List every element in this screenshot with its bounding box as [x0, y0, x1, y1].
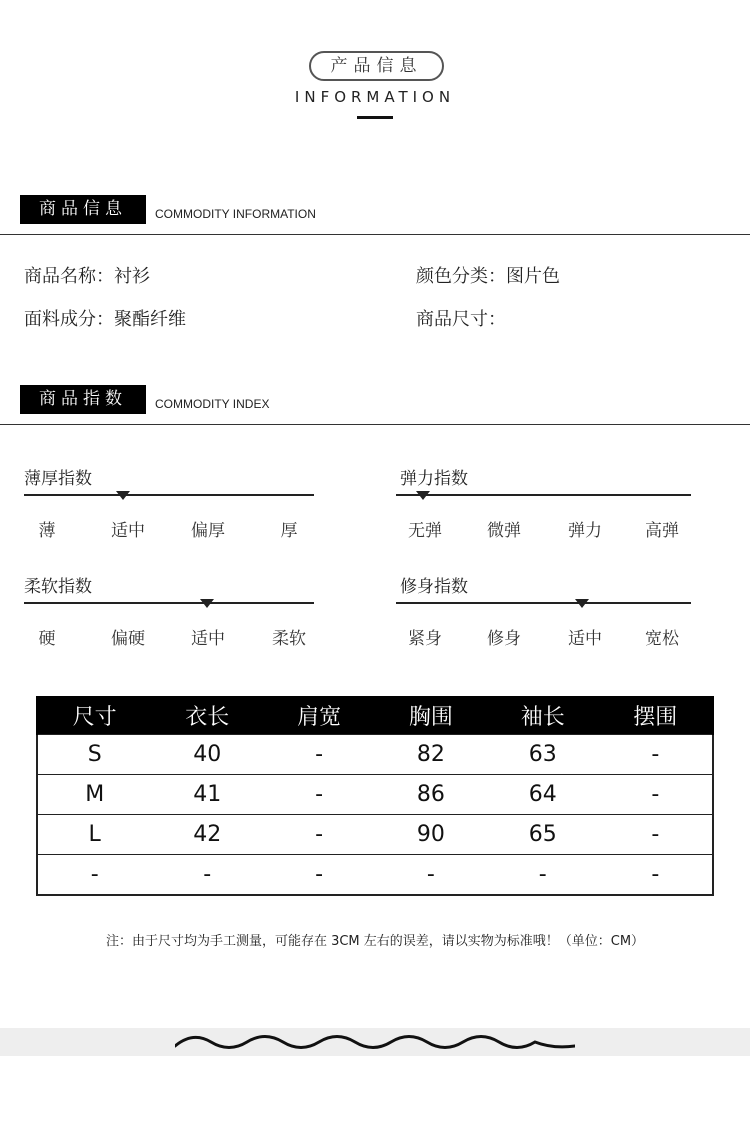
table-cell: - [599, 775, 713, 815]
table-cell: M [37, 775, 151, 815]
table-cell: L [37, 815, 151, 855]
table-header-cell: 胸围 [375, 696, 487, 735]
table-header-cell: 肩宽 [263, 696, 375, 735]
table-cell: - [375, 855, 487, 896]
size-table [36, 696, 714, 896]
commodity-index-english: COMMODITY INDEX [155, 397, 270, 411]
table-cell: 41 [151, 775, 263, 815]
table-cell: 90 [375, 815, 487, 855]
index-title: 柔软指数 [24, 577, 92, 597]
index-label: 微弹 [487, 521, 521, 541]
table-cell: 64 [487, 775, 599, 815]
commodity-index-title: 商品指数 [20, 385, 146, 414]
index-scale-line [396, 494, 691, 496]
table-row [37, 815, 713, 855]
table-cell: 82 [375, 735, 487, 775]
index-marker-icon [416, 491, 430, 500]
table-cell: - [599, 815, 713, 855]
table-cell: 63 [487, 735, 599, 775]
color-category-field: 颜色分类：图片色 [416, 266, 560, 287]
product-name-field: 商品名称：衬衫 [24, 266, 150, 287]
table-cell: - [487, 855, 599, 896]
measurement-note: 注：由于尺寸均为手工测量，可能存在 3CM 左右的误差，请以实物为标准哦！（单位：CM） [105, 934, 645, 949]
index-label: 适中 [568, 629, 602, 649]
table-row [37, 775, 713, 815]
product-size-field: 商品尺寸： [416, 309, 506, 330]
index-marker-icon [575, 599, 589, 608]
heading-underline [357, 116, 393, 119]
table-cell: - [599, 855, 713, 896]
index-label: 薄 [38, 521, 56, 541]
index-title: 修身指数 [400, 577, 468, 597]
index-label: 紧身 [408, 629, 442, 649]
index-label: 修身 [487, 629, 521, 649]
table-row [37, 735, 713, 775]
index-label: 适中 [191, 629, 225, 649]
index-label: 偏厚 [191, 521, 225, 541]
table-cell: 42 [151, 815, 263, 855]
index-marker-icon [116, 491, 130, 500]
index-label: 无弹 [408, 521, 442, 541]
fabric-field: 面料成分：聚酯纤维 [24, 309, 186, 330]
table-cell: - [37, 855, 151, 896]
table-header-cell: 衣长 [151, 696, 263, 735]
table-cell: - [263, 775, 375, 815]
index-label: 弹力 [568, 521, 602, 541]
table-header-cell: 袖长 [487, 696, 599, 735]
index-label: 厚 [280, 521, 298, 541]
index-marker-icon [200, 599, 214, 608]
section-divider [0, 234, 750, 235]
index-title: 弹力指数 [400, 469, 468, 489]
index-label: 偏硬 [111, 629, 145, 649]
table-cell: - [263, 815, 375, 855]
table-cell: - [263, 735, 375, 775]
information-heading: INFORMATION [294, 88, 456, 106]
commodity-info-title: 商品信息 [20, 195, 146, 224]
table-row [37, 855, 713, 896]
table-header-row [37, 696, 713, 735]
index-label: 高弹 [645, 521, 679, 541]
index-title: 薄厚指数 [24, 469, 92, 489]
commodity-info-english: COMMODITY INFORMATION [155, 207, 316, 221]
table-cell: - [263, 855, 375, 896]
table-cell: - [599, 735, 713, 775]
index-scale-line [24, 494, 314, 496]
index-label: 柔软 [272, 629, 306, 649]
index-label: 宽松 [645, 629, 679, 649]
product-info-pill: 产品信息 [309, 51, 444, 81]
wave-divider-icon [175, 1027, 575, 1057]
index-scale-line [396, 602, 691, 604]
table-header-cell: 尺寸 [37, 696, 151, 735]
index-scale-line [24, 602, 314, 604]
table-cell: 40 [151, 735, 263, 775]
table-cell: 86 [375, 775, 487, 815]
table-cell: 65 [487, 815, 599, 855]
table-header-cell: 摆围 [599, 696, 713, 735]
index-label: 适中 [111, 521, 145, 541]
section-divider [0, 424, 750, 425]
table-cell: - [151, 855, 263, 896]
table-cell: S [37, 735, 151, 775]
index-label: 硬 [38, 629, 56, 649]
